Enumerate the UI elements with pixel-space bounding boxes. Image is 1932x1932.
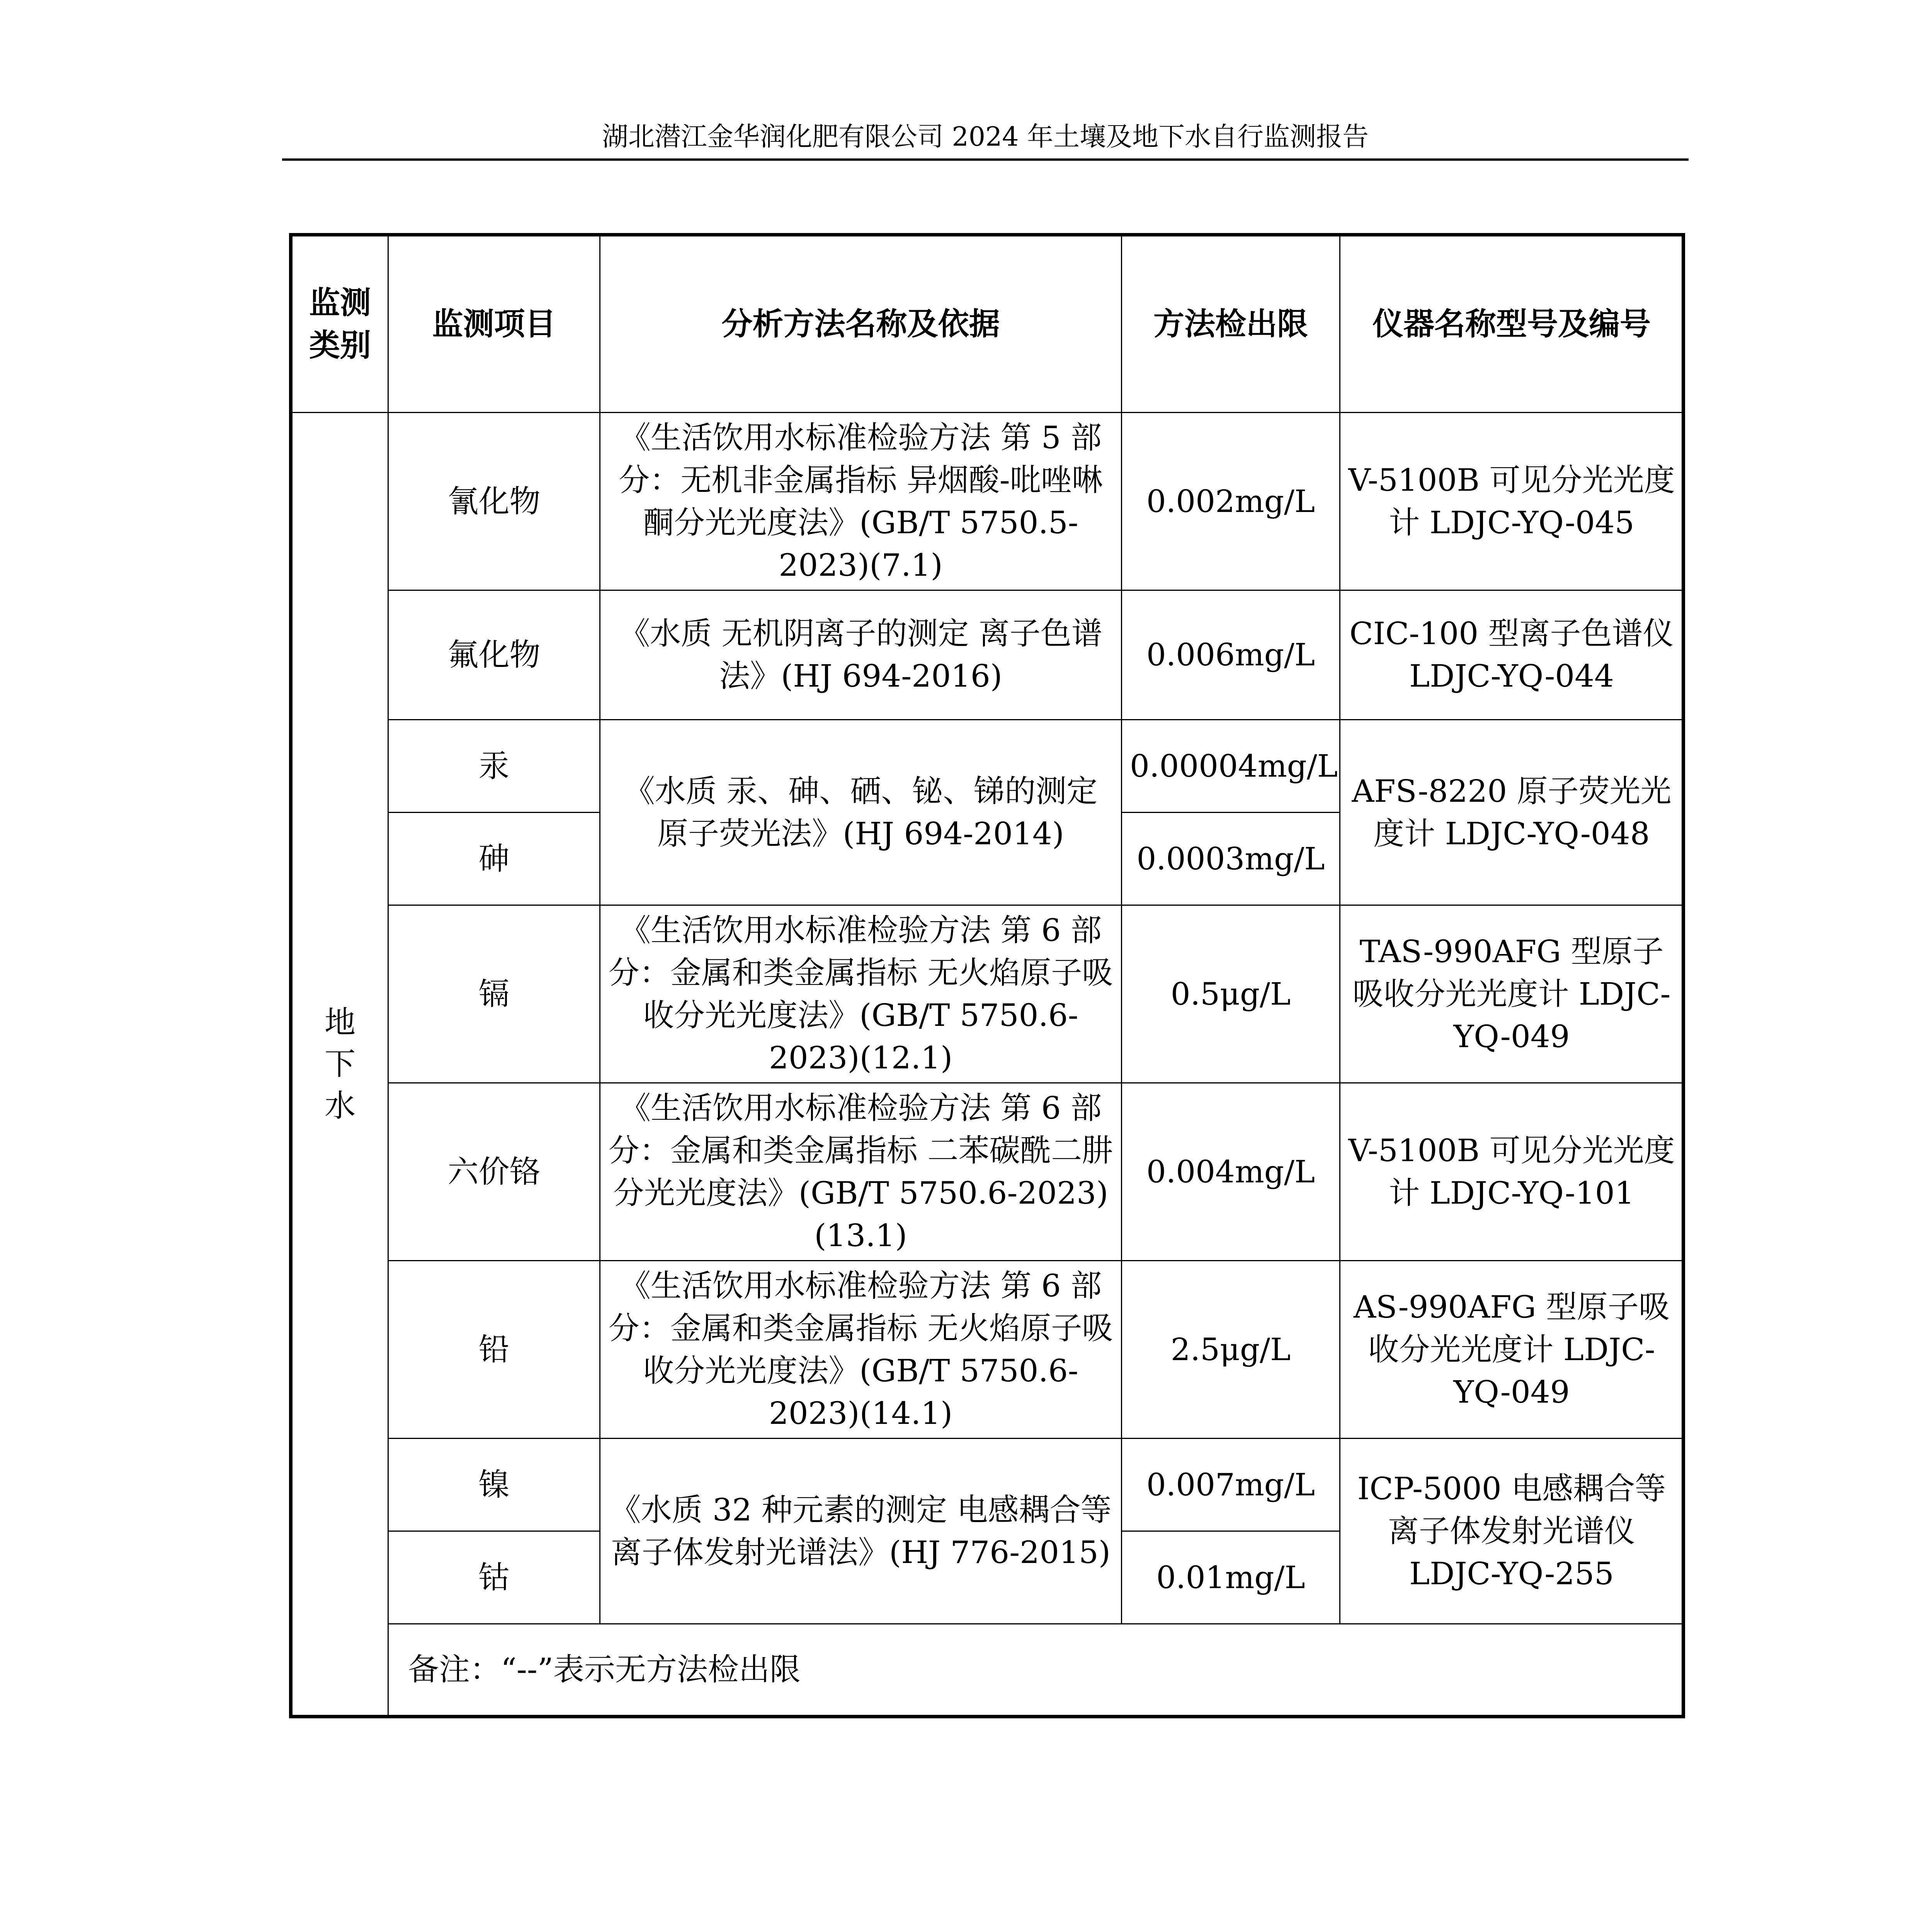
table-row [291,905,1684,1083]
limit-cell: 0.5μg/L [1122,905,1340,1083]
limit-cell: 2.5μg/L [1122,1261,1340,1439]
method-cell: 《水质 汞、砷、硒、铋、锑的测定 原子荧光法》(HJ 694-2014) [600,720,1122,905]
header-limit: 方法检出限 [1122,235,1340,413]
limit-cell: 0.007mg/L [1122,1439,1340,1531]
header-method: 分析方法名称及依据 [600,235,1122,413]
instrument-cell: TAS-990AFG 型原子吸收分光光度计 LDJC-YQ-049 [1340,905,1684,1083]
item-cell: 氟化物 [388,590,600,720]
limit-cell: 0.002mg/L [1122,413,1340,590]
instrument-cell: ICP-5000 电感耦合等离子体发射光谱仪 LDJC-YQ-255 [1340,1439,1684,1624]
limit-cell: 0.004mg/L [1122,1083,1340,1261]
monitoring-methods-table [289,233,1685,1718]
method-cell: 《生活饮用水标准检验方法 第 6 部分：金属和类金属指标 无火焰原子吸收分光光度法》(GB/T 5750.6-2023)(14.1) [600,1261,1122,1439]
table-row [291,1083,1684,1261]
table-row [291,1439,1684,1531]
table-note: 备注：“--”表示无方法检出限 [388,1624,1684,1717]
limit-cell: 0.006mg/L [1122,590,1340,720]
item-cell: 镉 [388,905,600,1083]
method-cell: 《生活饮用水标准检验方法 第 6 部分：金属和类金属指标 无火焰原子吸收分光光度法》(GB/T 5750.6-2023)(12.1) [600,905,1122,1083]
instrument-cell: V-5100B 可见分光光度计 LDJC-YQ-101 [1340,1083,1684,1261]
item-cell: 铅 [388,1261,600,1439]
table-row [291,1261,1684,1439]
instrument-cell: AS-990AFG 型原子吸收分光光度计 LDJC-YQ-049 [1340,1261,1684,1439]
method-cell: 《生活饮用水标准检验方法 第 6 部分：金属和类金属指标 二苯碳酰二肼分光光度法》(GB/T 5750.6-2023)(13.1) [600,1083,1122,1261]
table-row [291,590,1684,720]
header-divider [282,158,1689,161]
limit-cell: 0.00004mg/L [1122,720,1340,813]
header-item: 监测项目 [388,235,600,413]
item-cell: 镍 [388,1439,600,1531]
method-cell: 《水质 32 种元素的测定 电感耦合等离子体发射光谱法》(HJ 776-2015) [600,1439,1122,1624]
limit-cell: 0.0003mg/L [1122,813,1340,905]
item-cell: 六价铬 [388,1083,600,1261]
item-cell: 汞 [388,720,600,813]
table-row [291,413,1684,590]
instrument-cell: AFS-8220 原子荧光光度计 LDJC-YQ-048 [1340,720,1684,905]
category-cell: 地下水 [291,413,388,1717]
item-cell: 钴 [388,1531,600,1624]
limit-cell: 0.01mg/L [1122,1531,1340,1624]
item-cell: 砷 [388,813,600,905]
header-instrument: 仪器名称型号及编号 [1340,235,1684,413]
table-row [291,720,1684,813]
table-header-row [291,235,1684,413]
header-category: 监测类别 [291,235,388,413]
page-header: 湖北潜江金华润化肥有限公司 2024 年土壤及地下水自行监测报告 [602,122,1369,152]
instrument-cell: CIC-100 型离子色谱仪 LDJC-YQ-044 [1340,590,1684,720]
method-cell: 《水质 无机阴离子的测定 离子色谱法》(HJ 694-2016) [600,590,1122,720]
table-note-row [291,1624,1684,1717]
instrument-cell: V-5100B 可见分光光度计 LDJC-YQ-045 [1340,413,1684,590]
item-cell: 氰化物 [388,413,600,590]
method-cell: 《生活饮用水标准检验方法 第 5 部分：无机非金属指标 异烟酸-吡唑啉酮分光光度法》(GB/T 5750.5-2023)(7.1) [600,413,1122,590]
